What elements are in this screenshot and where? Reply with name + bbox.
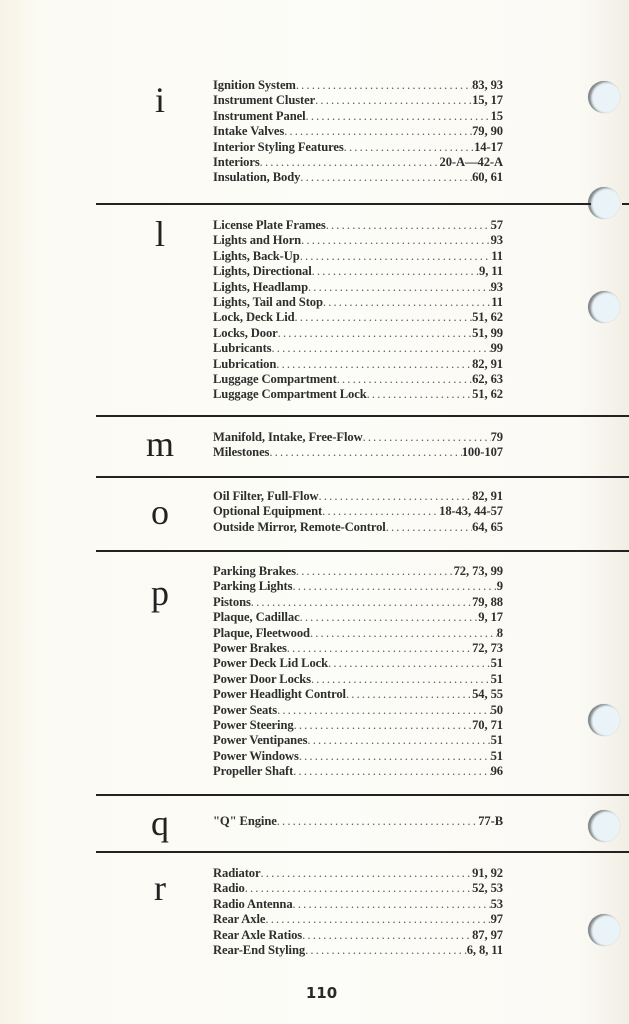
dot-leader <box>328 656 491 671</box>
entry-topic: Radiator <box>213 866 261 880</box>
dot-leader <box>363 430 491 445</box>
dot-leader <box>295 310 473 325</box>
entry-topic: Parking Brakes <box>213 564 296 578</box>
entry-pages: 53 <box>490 896 503 911</box>
index-entry <box>213 912 503 927</box>
entry-pages: 9 <box>496 579 503 594</box>
entry-topic: Rear Axle <box>213 912 266 927</box>
section-letter-l: l <box>154 214 165 254</box>
entry-topic: Ignition System <box>213 78 296 92</box>
entry-topic: Locks, Door <box>213 325 278 340</box>
dot-leader <box>293 897 491 912</box>
section-i-entries <box>213 78 503 186</box>
entry-topic: Radio Antenna <box>213 896 293 911</box>
section-divider <box>96 203 591 205</box>
entry-pages: 77-B <box>478 814 503 828</box>
index-entry <box>213 264 503 279</box>
entry-topic: Parking Lights <box>213 579 293 594</box>
entry-pages: 83, 93 <box>472 78 503 92</box>
index-entry <box>213 295 503 310</box>
entry-topic: Plaque, Fleetwood <box>213 625 310 640</box>
entry-pages: 62, 63 <box>472 372 503 387</box>
entry-pages: 96 <box>490 764 503 779</box>
section-letter-m: m <box>145 424 174 464</box>
entry-topic: Manifold, Intake, Free-Flow <box>213 430 363 444</box>
index-entry <box>213 155 503 170</box>
dot-leader <box>284 124 472 139</box>
entry-topic: Propeller Shaft <box>213 764 294 779</box>
index-entry <box>213 595 503 610</box>
entry-pages: 52, 53 <box>472 881 503 896</box>
entry-pages: 51 <box>490 671 503 686</box>
dot-leader <box>296 78 472 93</box>
entry-topic: Power Brakes <box>213 641 287 656</box>
entry-topic: License Plate Frames <box>213 218 326 232</box>
entry-pages: 11 <box>491 295 503 310</box>
section-divider <box>96 415 629 417</box>
section-letter-q: q <box>151 803 169 843</box>
dot-leader <box>315 93 472 108</box>
entry-pages: 93 <box>490 279 503 294</box>
entry-pages: 8 <box>496 625 503 640</box>
entry-topic: Instrument Cluster <box>213 93 316 108</box>
dot-leader <box>300 610 479 625</box>
entry-topic: Lights, Back-Up <box>213 248 300 263</box>
entry-pages: 72, 73 <box>472 641 503 656</box>
dot-leader <box>271 341 490 356</box>
entry-topic: Power Door Locks <box>213 671 311 686</box>
dot-leader <box>260 155 440 170</box>
entry-pages: 9, 17 <box>478 610 503 625</box>
dot-leader <box>367 387 472 402</box>
section-divider <box>96 794 629 796</box>
index-entry <box>213 764 503 779</box>
entry-pages: 18-43, 44-57 <box>439 504 503 519</box>
entry-pages: 11 <box>491 248 503 263</box>
index-entry <box>213 641 503 656</box>
section-letter-r: r <box>154 868 166 908</box>
entry-topic: Intake Valves <box>213 124 285 139</box>
section-m-entries <box>213 430 503 461</box>
dot-leader <box>386 520 472 535</box>
dot-leader <box>265 912 490 927</box>
entry-pages: 64, 65 <box>472 519 503 534</box>
entry-pages: 87, 97 <box>472 927 503 942</box>
index-entry <box>213 881 503 896</box>
entry-topic: Lights, Headlamp <box>213 279 308 294</box>
index-entry <box>213 93 503 108</box>
index-entry <box>213 718 503 733</box>
index-entry <box>213 579 503 594</box>
entry-pages: 93 <box>490 233 503 248</box>
binder-hole <box>588 187 620 219</box>
dot-leader <box>337 372 472 387</box>
index-entry <box>213 357 503 372</box>
dot-leader <box>323 295 491 310</box>
dot-leader <box>311 672 491 687</box>
binder-hole <box>588 291 620 323</box>
section-letter-i: i <box>154 80 165 120</box>
dot-leader <box>296 564 454 579</box>
index-entry <box>213 928 503 943</box>
dot-leader <box>245 881 472 896</box>
index-entry <box>213 656 503 671</box>
entry-topic: Lights, Tail and Stop <box>213 295 323 310</box>
index-entry <box>213 218 503 233</box>
entry-topic: Interior Styling Features <box>213 139 344 154</box>
dot-leader <box>344 140 474 155</box>
dot-leader <box>322 504 439 519</box>
index-entry <box>213 78 503 93</box>
entry-topic: Power Seats <box>213 702 278 717</box>
index-entry <box>213 445 503 460</box>
dot-leader <box>287 641 472 656</box>
dot-leader <box>312 264 479 279</box>
index-entry <box>213 749 503 764</box>
dot-leader <box>269 445 461 460</box>
entry-topic: Lubricants <box>213 341 272 356</box>
dot-leader <box>293 764 490 779</box>
index-entry <box>213 430 503 445</box>
dot-leader <box>276 357 472 372</box>
entry-pages: 6, 8, 11 <box>466 943 503 958</box>
index-entry <box>213 564 503 579</box>
entry-topic: Radio <box>213 881 245 896</box>
section-r-entries <box>213 866 503 958</box>
section-o-entries <box>213 489 503 535</box>
dot-leader <box>260 866 472 881</box>
dot-leader <box>301 233 491 248</box>
entry-topic: Rear Axle Ratios <box>213 927 303 942</box>
binder-hole <box>588 81 620 113</box>
section-letter-o: o <box>151 492 169 532</box>
index-entry <box>213 504 503 519</box>
dot-leader <box>294 718 473 733</box>
entry-pages: 14-17 <box>474 139 503 154</box>
dot-leader <box>300 170 472 185</box>
entry-pages: 51 <box>490 656 503 671</box>
dot-leader <box>277 814 478 829</box>
dot-leader <box>308 280 491 295</box>
entry-pages: 50 <box>490 702 503 717</box>
entry-pages: 79 <box>490 430 503 444</box>
index-entry <box>213 109 503 124</box>
index-entry <box>213 489 503 504</box>
entry-topic: Oil Filter, Full-Flow <box>213 489 319 503</box>
index-entry <box>213 943 503 958</box>
entry-topic: Optional Equipment <box>213 504 323 519</box>
entry-topic: Power Ventipanes <box>213 733 308 748</box>
entry-topic: Power Windows <box>213 748 299 763</box>
entry-pages: 20-A—42-A <box>439 155 503 170</box>
entry-pages: 97 <box>490 912 503 927</box>
binder-hole <box>588 810 620 842</box>
entry-topic: Lock, Deck Lid <box>213 310 295 325</box>
entry-pages: 79, 88 <box>472 594 503 609</box>
index-entry <box>213 326 503 341</box>
entry-pages: 82, 91 <box>472 489 503 503</box>
section-q-entries <box>213 814 503 829</box>
index-entry <box>213 140 503 155</box>
entry-topic: "Q" Engine <box>213 814 277 828</box>
entry-pages: 51, 62 <box>472 387 503 402</box>
entry-topic: Instrument Panel <box>213 108 306 123</box>
entry-pages: 82, 91 <box>472 356 503 371</box>
entry-topic: Rear-End Styling <box>213 943 306 958</box>
dot-leader <box>306 109 491 124</box>
entry-pages: 60, 61 <box>472 170 503 185</box>
entry-topic: Power Deck Lid Lock <box>213 656 329 671</box>
entry-pages: 99 <box>490 341 503 356</box>
section-divider <box>96 476 629 478</box>
index-entry <box>213 520 503 535</box>
index-entry <box>213 124 503 139</box>
index-entry <box>213 687 503 702</box>
entry-topic: Lights and Horn <box>213 233 302 248</box>
section-divider <box>96 851 629 853</box>
entry-topic: Plaque, Cadillac <box>213 610 300 625</box>
index-entry <box>213 249 503 264</box>
entry-topic: Power Steering <box>213 718 294 733</box>
binder-hole <box>588 704 620 736</box>
entry-pages: 57 <box>490 218 503 232</box>
dot-leader <box>326 218 491 233</box>
index-entry <box>213 866 503 881</box>
dot-leader <box>299 749 491 764</box>
entry-pages: 79, 90 <box>472 124 503 139</box>
entry-topic: Milestones <box>213 445 270 460</box>
entry-pages: 51 <box>490 748 503 763</box>
dot-leader <box>300 249 492 264</box>
index-entry <box>213 341 503 356</box>
index-entry <box>213 897 503 912</box>
dot-leader <box>251 595 472 610</box>
index-entry <box>213 626 503 641</box>
dot-leader <box>305 943 467 958</box>
index-entry <box>213 310 503 325</box>
entry-pages: 72, 73, 99 <box>453 564 503 578</box>
index-entry <box>213 610 503 625</box>
dot-leader <box>307 733 490 748</box>
index-entry <box>213 372 503 387</box>
dot-leader <box>319 489 473 504</box>
index-entry <box>213 170 503 185</box>
binder-hole <box>588 914 620 946</box>
entry-pages: 91, 92 <box>472 866 503 880</box>
section-divider <box>622 203 629 205</box>
index-entry <box>213 672 503 687</box>
dot-leader <box>302 928 472 943</box>
entry-pages: 51 <box>490 733 503 748</box>
entry-topic: Power Headlight Control <box>213 687 346 702</box>
entry-pages: 51, 99 <box>472 325 503 340</box>
entry-pages: 70, 71 <box>472 718 503 733</box>
entry-pages: 15, 17 <box>472 93 503 108</box>
entry-topic: Outside Mirror, Remote-Control <box>213 519 386 534</box>
index-entry <box>213 233 503 248</box>
entry-topic: Lights, Directional <box>213 264 312 279</box>
entry-topic: Lubrication <box>213 356 277 371</box>
entry-topic: Luggage Compartment <box>213 372 337 387</box>
page-number: 110 <box>305 984 338 1002</box>
entry-pages: 9, 11 <box>479 264 503 279</box>
dot-leader <box>292 579 496 594</box>
section-divider <box>96 550 629 552</box>
section-l-entries <box>213 218 503 403</box>
index-entry <box>213 814 503 829</box>
dot-leader <box>346 687 472 702</box>
dot-leader <box>277 703 491 718</box>
entry-pages: 100-107 <box>461 445 503 460</box>
entry-topic: Luggage Compartment Lock <box>213 387 367 402</box>
index-entry <box>213 733 503 748</box>
entry-pages: 54, 55 <box>472 687 503 702</box>
entry-topic: Pistons <box>213 594 251 609</box>
entry-topic: Insulation, Body <box>213 170 301 185</box>
entry-pages: 51, 62 <box>472 310 503 325</box>
index-entry <box>213 703 503 718</box>
entry-pages: 15 <box>490 108 503 123</box>
section-p-entries <box>213 564 503 780</box>
index-entry <box>213 387 503 402</box>
section-letter-p: p <box>151 573 169 613</box>
entry-topic: Interiors <box>213 155 260 170</box>
dot-leader <box>278 326 472 341</box>
index-entry <box>213 280 503 295</box>
dot-leader <box>310 626 497 641</box>
